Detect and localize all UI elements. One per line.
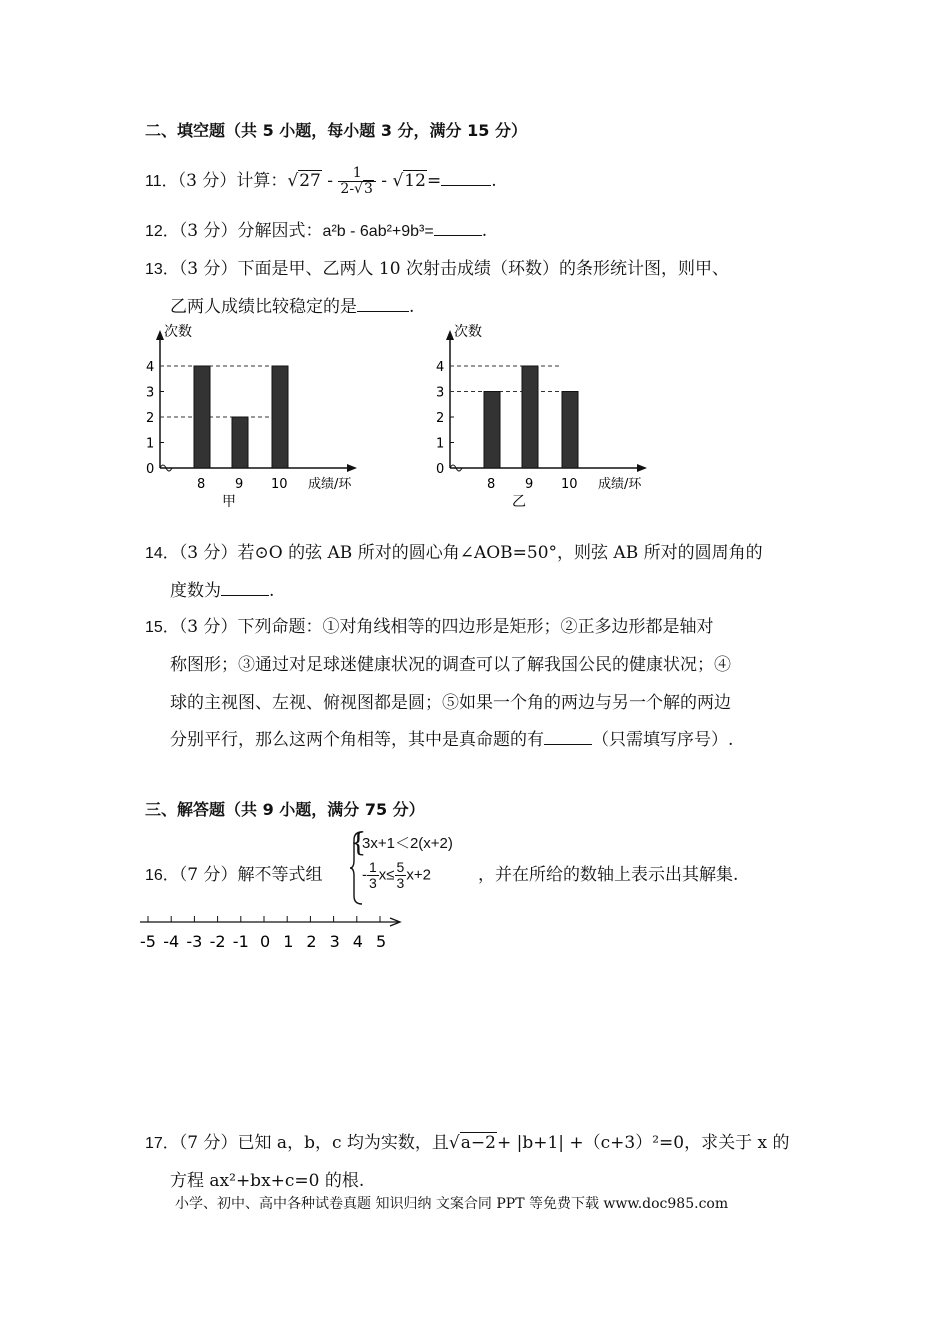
bar-chart-yi	[420, 320, 680, 510]
question-17-line1: 17．（7 分）已知 a，b，c 均为实数，且√a−2+ |b+1| +（c+3）²=0，求关于 x 的	[145, 1133, 790, 1153]
y-tick-label: 3	[146, 385, 155, 401]
x-axis-label: 成绩/环	[308, 477, 352, 492]
answer-blank[interactable]	[357, 293, 409, 312]
bar-10	[272, 366, 288, 468]
x-tick-label: 10	[271, 477, 288, 492]
question-points: （3 分）分解因式：	[178, 221, 323, 241]
number-line-label: 3	[329, 932, 340, 951]
question-number: 15．	[145, 619, 179, 636]
y-axis-label: 次数	[454, 324, 482, 340]
number-line-label: 1	[283, 932, 294, 951]
question-number: 16．	[145, 867, 179, 884]
y-tick-label: 3	[436, 385, 445, 401]
question-16: 16．（7 分）解不等式组	[145, 865, 323, 885]
expression: a²b ‐ 6ab²+9b³=	[322, 223, 434, 240]
fraction: $\frac{1}{2‐√3}$	[338, 166, 376, 197]
number-line-label: 5	[376, 932, 387, 951]
y-tick-label: 1	[436, 436, 445, 452]
y-tick-label: 2	[146, 411, 155, 426]
x-axis-arrow	[347, 464, 357, 472]
x-tick-label: 9	[235, 477, 244, 492]
question-13-line1: 13．（3 分）下面是甲、乙两人 10 次射击成绩（环数）的条形统计图，则甲、	[145, 259, 729, 279]
question-number: 12．	[145, 223, 179, 240]
x-tick-label: 8	[487, 477, 496, 492]
number-line-label: 4	[352, 932, 363, 951]
inequality-2: ‐ $\frac{1}{3}$ x≤ $\frac{5}{3}$ x+2	[362, 859, 431, 891]
sqrt-27: 27	[299, 171, 321, 191]
number-line-label: -4	[163, 932, 180, 951]
y-tick-label: 0	[146, 462, 155, 477]
bar-chart-jia	[130, 320, 380, 510]
x-tick-label: 10	[561, 477, 578, 492]
question-15-line3: 球的主视图、左视、俯视图都是圆；⑤如果一个角的两边与另一个解的两边	[170, 693, 731, 713]
y-tick-label: 4	[436, 360, 445, 375]
number-line	[140, 912, 410, 952]
sqrt-expression: a−2	[460, 1133, 496, 1153]
number-line-label: -2	[209, 932, 226, 951]
number-line-label: -5	[140, 932, 156, 951]
bar-10	[562, 392, 578, 469]
x-axis-label: 成绩/环	[598, 477, 642, 492]
number-line-label: 2	[306, 932, 317, 951]
chart-caption: 乙	[512, 494, 526, 510]
inequality-1: 3x+1＜2(x+2)	[362, 835, 453, 852]
section-2-title: 二、填空题（共 5 小题，每小题 3 分，满分 15 分）	[145, 121, 527, 140]
number-line-label: -3	[186, 932, 203, 951]
question-13-line2: 乙两人成绩比较稳定的是 .	[170, 292, 414, 317]
answer-blank[interactable]	[441, 167, 491, 186]
answer-blank[interactable]	[544, 726, 592, 745]
question-16-post: ，并在所给的数轴上表示出其解集.	[478, 865, 739, 885]
question-15-line4: 分别平行，那么这两个角相等，其中是真命题的有 （只需填写序号）.	[170, 725, 733, 750]
answer-blank[interactable]	[434, 217, 482, 236]
question-14-line2: 度数为 .	[170, 576, 274, 601]
left-brace: {	[350, 828, 367, 858]
chart-caption: 甲	[222, 494, 236, 510]
question-11: 11．（3 分）计算：√27 ‐ $\frac{1}{2‐√3}$ ‐ √12= .	[145, 165, 497, 197]
question-number: 13．	[145, 261, 179, 278]
y-tick-label: 1	[146, 436, 155, 452]
footer-text: 小学、初中、高中各种试卷真题 知识归纳 文案合同 PPT 等免费下载 www.doc985.com	[175, 1196, 729, 1212]
x-tick-label: 9	[525, 477, 534, 492]
number-line-label: 0	[260, 932, 271, 951]
x-axis-arrow	[637, 464, 647, 472]
bar-8	[484, 392, 500, 469]
section-3-title: 三、解答题（共 9 小题，满分 75 分）	[145, 800, 425, 819]
y-tick-label: 2	[436, 411, 445, 426]
question-15-line1: 15．（3 分）下列命题：①对角线相等的四边形是矩形；②正多边形都是轴对	[145, 617, 714, 637]
question-15-line2: 称图形；③通过对足球迷健康状况的调查可以了解我国公民的健康状况；④	[170, 655, 731, 675]
question-number: 17．	[145, 1135, 179, 1152]
number-line-label: -1	[232, 932, 249, 951]
bar-9	[522, 366, 538, 468]
answer-blank[interactable]	[221, 577, 269, 596]
bar-9	[232, 417, 248, 468]
question-points: （3 分）计算：	[177, 171, 288, 191]
y-axis-arrow	[446, 330, 454, 340]
x-tick-label: 8	[197, 477, 206, 492]
question-14-line1: 14．（3 分）若⊙O 的弦 AB 所对的圆心角∠AOB=50°，则弦 AB 所对的圆周角的	[145, 543, 763, 563]
question-number: 11．	[145, 173, 178, 190]
y-tick-label: 0	[436, 462, 445, 477]
question-12: 12．（3 分）分解因式：a²b ‐ 6ab²+9b³= .	[145, 216, 487, 241]
sqrt-12: 12	[404, 171, 426, 191]
y-axis-arrow	[156, 330, 164, 340]
y-axis-label: 次数	[164, 324, 192, 340]
bar-8	[194, 366, 210, 468]
question-17-line2: 方程 ax²+bx+c=0 的根.	[170, 1171, 365, 1191]
y-tick-label: 4	[146, 360, 155, 375]
question-number: 14．	[145, 545, 179, 562]
